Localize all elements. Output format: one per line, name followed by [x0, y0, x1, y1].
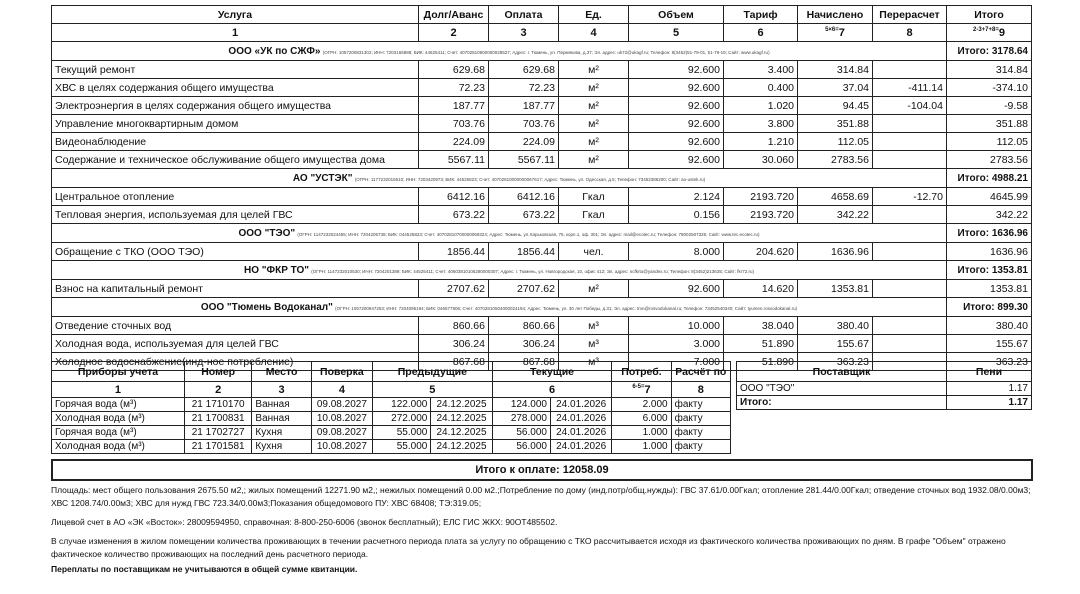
- cell-charged: 351.88: [798, 115, 873, 133]
- cell-recalc: [873, 133, 947, 151]
- service-row: [52, 280, 1032, 298]
- header-unit: Ед.: [559, 6, 629, 24]
- charges-table: [51, 5, 1032, 371]
- cell-unit: м²: [559, 115, 629, 133]
- cell-recalc: [873, 206, 947, 224]
- cell-total: 4645.99: [947, 188, 1032, 206]
- header-tariff: Тариф: [724, 6, 798, 24]
- service-row: [52, 61, 1032, 79]
- meter-row: [52, 440, 731, 454]
- penalties-header-row: [737, 362, 1032, 382]
- meter-calc: факту: [671, 412, 730, 426]
- meters-body: [52, 398, 731, 454]
- cell-paid: 72.23: [489, 79, 559, 97]
- penalties-total-value: 1.17: [947, 396, 1032, 410]
- meter-check: 10.08.2027: [311, 412, 372, 426]
- cell-total: -374.10: [947, 79, 1032, 97]
- penalties-total-label: Итого:: [737, 396, 947, 410]
- penalty-amount: 1.17: [947, 382, 1032, 396]
- meter-cur-val: 278.000: [492, 412, 550, 426]
- cell-charged: 314.84: [798, 61, 873, 79]
- cell-charged: 2783.56: [798, 151, 873, 169]
- meter-number: 21 1710170: [184, 398, 251, 412]
- header-service: Услуга: [52, 6, 419, 24]
- penalties-body: [737, 382, 1032, 396]
- cell-volume: 2.124: [629, 188, 724, 206]
- cell-service: Отведение сточных вод: [52, 317, 419, 335]
- meter-cur-date: 24.01.2026: [550, 426, 611, 440]
- cell-tariff: 38.040: [724, 317, 798, 335]
- cell-recalc: -411.14: [873, 79, 947, 97]
- cell-unit: м²: [559, 280, 629, 298]
- cell-recalc: [873, 61, 947, 79]
- cell-unit: м³: [559, 353, 629, 371]
- meter-cur-val: 124.000: [492, 398, 550, 412]
- cell-service: ХВС в целях содержания общего имущества: [52, 79, 419, 97]
- cell-tariff: 2193.720: [724, 188, 798, 206]
- cell-unit: Гкал: [559, 188, 629, 206]
- cell-unit: м²: [559, 97, 629, 115]
- cell-paid: 629.68: [489, 61, 559, 79]
- service-row: [52, 317, 1032, 335]
- formula-9: 2-3+7+8=: [973, 26, 999, 33]
- cell-tariff: 30.060: [724, 151, 798, 169]
- cell-debt: 860.66: [419, 317, 489, 335]
- cell-debt: 72.23: [419, 79, 489, 97]
- supplier-row: [52, 224, 1032, 243]
- cell-charged: 1353.81: [798, 280, 873, 298]
- meters-header-current: Текущие: [492, 362, 612, 382]
- supplier-row: [52, 298, 1032, 317]
- meter-check: 09.08.2027: [311, 426, 372, 440]
- meter-place: Кухня: [252, 440, 311, 454]
- cell-recalc: -12.70: [873, 188, 947, 206]
- meter-cur-date: 24.01.2026: [550, 398, 611, 412]
- cell-charged: 380.40: [798, 317, 873, 335]
- cell-tariff: 2193.720: [724, 206, 798, 224]
- supplier-total: Итого: 1636.96: [947, 224, 1032, 243]
- cell-charged: 342.22: [798, 206, 873, 224]
- meters-header-device: Приборы учета: [52, 362, 185, 382]
- col-num-4: 4: [559, 24, 629, 42]
- cell-paid: 5567.11: [489, 151, 559, 169]
- cell-charged: 94.45: [798, 97, 873, 115]
- supplier-info: [52, 298, 947, 317]
- col-num-7-value: 7: [838, 26, 845, 39]
- header-paid: Оплата: [489, 6, 559, 24]
- cell-total: 112.05: [947, 133, 1032, 151]
- cell-unit: м²: [559, 61, 629, 79]
- cell-volume: 0.156: [629, 206, 724, 224]
- cell-debt: 867.68: [419, 353, 489, 371]
- supplier-name: ООО "Тюмень Водоканал": [200, 301, 333, 313]
- cell-tariff: 0.400: [724, 79, 798, 97]
- meters-num-7: [612, 382, 671, 398]
- meters-header-consumption: Потреб.: [612, 362, 671, 382]
- cell-service: Управление многоквартирным домом: [52, 115, 419, 133]
- meter-prev-val: 272.000: [373, 412, 431, 426]
- cell-debt: 187.77: [419, 97, 489, 115]
- grand-total: Итого к оплате: 12058.09: [51, 459, 1033, 481]
- cell-total: 314.84: [947, 61, 1032, 79]
- header-charged: Начислено: [798, 6, 873, 24]
- cell-total: 155.67: [947, 335, 1032, 353]
- supplier-info: [52, 224, 947, 243]
- supplier-info: [52, 42, 947, 61]
- cell-total: 351.88: [947, 115, 1032, 133]
- meters-num-8: 8: [671, 382, 730, 398]
- note-overpay: Переплаты по поставщикам не учитываются в общей сумме квитанции.: [51, 564, 358, 574]
- cell-volume: 8.000: [629, 243, 724, 261]
- meter-cur-val: 56.000: [492, 426, 550, 440]
- meters-num-4: 4: [311, 382, 372, 398]
- meter-check: 09.08.2027: [311, 398, 372, 412]
- cell-recalc: [873, 243, 947, 261]
- cell-volume: 92.600: [629, 97, 724, 115]
- cell-paid: 1856.44: [489, 243, 559, 261]
- supplier-name: ООО «УК по СЖФ»: [228, 45, 321, 57]
- supplier-details: (ОГРН: 1057200831302; ИНН: 7203165888; БИК: 44525411; Счет: 40702810900000028527; Адрес: г. Тюмень, ул. Пермякова, д.37; Эл. адрес: uk72@ukagf.ru; Телефон: 8(3452)51-79-01, 51-79-19; Сайт: www.ukagf.ru): [322, 49, 770, 55]
- supplier-details: (ОГРН: 1147232024455; ИНН: 7204205739; БИК: 044525823; Счет: 40702810700000069324; Адрес: Тюмень, ул.Харьковская, 75, корп.1, оф. 301; Эл. адрес: mail@ecotec.ru; Телефон: 78002507326; Сайт: www.tec.ecotec.ru): [297, 231, 760, 237]
- col-num-7: [798, 24, 873, 42]
- meter-cons: 1.000: [612, 440, 671, 454]
- meter-prev-val: 55.000: [373, 440, 431, 454]
- header-volume: Объем: [629, 6, 724, 24]
- cell-unit: чел.: [559, 243, 629, 261]
- cell-unit: м³: [559, 335, 629, 353]
- penalties-header-amount: Пени: [947, 362, 1032, 382]
- meter-device: Горячая вода (м³): [52, 426, 185, 440]
- cell-unit: м³: [559, 317, 629, 335]
- cell-paid: 673.22: [489, 206, 559, 224]
- cell-volume: 92.600: [629, 151, 724, 169]
- meters-header-calc: Расчёт по: [671, 362, 730, 382]
- meters-header-number: Номер: [184, 362, 251, 382]
- column-number-row: [52, 24, 1032, 42]
- meter-number: 21 1702727: [184, 426, 251, 440]
- cell-recalc: [873, 335, 947, 353]
- cell-paid: 224.09: [489, 133, 559, 151]
- cell-volume: 92.600: [629, 61, 724, 79]
- supplier-total: Итого: 1353.81: [947, 261, 1032, 280]
- supplier-details: (ОГРН: 1057200947253; ИНН: 7204095194; БИК: 046577906; Счет: 40702810504000024194; Адрес: Тюмень, ул. 30 лет Победы, д.31; Эл. адрес: tmn@rosvodokanal.ru; Телефон: 73452540340; Сайт: tyumen.rosvodokanal.ru): [335, 305, 798, 311]
- note-account: Лицевой счет в АО «ЭК «Восток»: 28009594950, справочная: 8-800-250-6006 (звонок бесплатный); ЕЛС ГИС ЖКХ: 90ОТ485502.: [51, 517, 558, 527]
- meter-check: 10.08.2027: [311, 440, 372, 454]
- cell-service: Обращение с ТКО (ООО ТЭО): [52, 243, 419, 261]
- cell-paid: 867.68: [489, 353, 559, 371]
- meters-header-check: Поверка: [311, 362, 372, 382]
- cell-unit: м²: [559, 151, 629, 169]
- meter-calc: факту: [671, 426, 730, 440]
- meter-place: Кухня: [252, 426, 311, 440]
- col-num-3: 3: [489, 24, 559, 42]
- meter-calc: факту: [671, 440, 730, 454]
- cell-service: Тепловая энергия, используемая для целей ГВС: [52, 206, 419, 224]
- cell-service: Электроэнергия в целях содержания общего имущества: [52, 97, 419, 115]
- cell-charged: 37.04: [798, 79, 873, 97]
- service-row: [52, 151, 1032, 169]
- meter-prev-date: 24.12.2025: [431, 398, 492, 412]
- cell-tariff: 1.020: [724, 97, 798, 115]
- cell-service: Видеонаблюдение: [52, 133, 419, 151]
- meters-formula-7: 6-5=: [632, 383, 645, 390]
- meter-cons: 1.000: [612, 426, 671, 440]
- penalty-supplier: ООО "ТЭО": [737, 382, 947, 396]
- service-row: [52, 115, 1032, 133]
- header-recalc: Перерасчет: [873, 6, 947, 24]
- cell-debt: 703.76: [419, 115, 489, 133]
- meters-num-5: 5: [373, 382, 493, 398]
- cell-recalc: [873, 317, 947, 335]
- supplier-row: [52, 169, 1032, 188]
- cell-paid: 187.77: [489, 97, 559, 115]
- meter-prev-val: 122.000: [373, 398, 431, 412]
- cell-tariff: 51.890: [724, 353, 798, 371]
- cell-charged: 363.23: [798, 353, 873, 371]
- header-row: [52, 6, 1032, 24]
- meter-row: [52, 426, 731, 440]
- cell-volume: 92.600: [629, 79, 724, 97]
- cell-unit: м²: [559, 133, 629, 151]
- cell-paid: 703.76: [489, 115, 559, 133]
- header-debt: Долг/Аванс: [419, 6, 489, 24]
- cell-tariff: 204.620: [724, 243, 798, 261]
- penalties-table-wrap: [736, 361, 1031, 410]
- cell-service: Содержание и техническое обслуживание общего имущества дома: [52, 151, 419, 169]
- col-num-9-value: 9: [998, 26, 1005, 39]
- service-row: [52, 97, 1032, 115]
- cell-total: 363.23: [947, 353, 1032, 371]
- cell-charged: 112.05: [798, 133, 873, 151]
- meter-place: Ванная: [252, 412, 311, 426]
- meter-row: [52, 398, 731, 412]
- cell-paid: 6412.16: [489, 188, 559, 206]
- cell-tariff: 51.890: [724, 335, 798, 353]
- meter-cons: 6.000: [612, 412, 671, 426]
- cell-service: Текущий ремонт: [52, 61, 419, 79]
- meter-device: Горячая вода (м³): [52, 398, 185, 412]
- note-area: Площадь: мест общего пользования 2675.50 м2,; жилых помещений 12271.90 м2,; нежилых помещений 0.00 м2.;Потребление по дому (инд.потр/общ.нужды): ГВС 37.61/0.00Гкал; отопление 281.44/0.00Гкал; отведение сточных вод 1932.08/0.00м3; ХВС 1208.74/0.00м3; ХВС для нужд ГВС 723.34/0.00м3;Показания общедомового ПУ: ХВС 68408; ТЭ:319.05;: [51, 485, 1031, 508]
- meters-num-2: 2: [184, 382, 251, 398]
- cell-volume: 7.000: [629, 353, 724, 371]
- cell-volume: 92.600: [629, 280, 724, 298]
- cell-recalc: [873, 115, 947, 133]
- cell-tariff: 1.210: [724, 133, 798, 151]
- meter-calc: факту: [671, 398, 730, 412]
- cell-debt: 224.09: [419, 133, 489, 151]
- cell-total: 2783.56: [947, 151, 1032, 169]
- cell-debt: 5567.11: [419, 151, 489, 169]
- cell-recalc: -104.04: [873, 97, 947, 115]
- meter-prev-date: 24.12.2025: [431, 440, 492, 454]
- supplier-name: ООО "ТЭО": [238, 227, 296, 239]
- meter-device: Холодная вода (м³): [52, 440, 185, 454]
- cell-total: -9.58: [947, 97, 1032, 115]
- penalty-row: [737, 382, 1032, 396]
- meters-header-row: [52, 362, 731, 382]
- supplier-name: НО "ФКР ТО": [244, 264, 310, 276]
- service-row: [52, 79, 1032, 97]
- col-num-6: 6: [724, 24, 798, 42]
- cell-service: Холодная вода, используемая для целей ГВС: [52, 335, 419, 353]
- meter-number: 21 1700831: [184, 412, 251, 426]
- penalties-total-row: [737, 396, 1032, 410]
- cell-service: Взнос на капитальный ремонт: [52, 280, 419, 298]
- supplier-total: Итого: 899.30: [947, 298, 1032, 317]
- note-tko: В случае изменения в жилом помещении количества проживающих в течении расчетного периода плата за услугу по обращению с ТКО рассчитывается исходя из фактического количества проживающих по дням. В графе "Объем" отражено фактическое количество проживающих на последний день расчетного периода.: [51, 536, 1006, 559]
- meters-number-row: [52, 382, 731, 398]
- cell-tariff: 3.800: [724, 115, 798, 133]
- col-num-8: 8: [873, 24, 947, 42]
- cell-total: 1636.96: [947, 243, 1032, 261]
- cell-charged: 155.67: [798, 335, 873, 353]
- supplier-total: Итого: 3178.64: [947, 42, 1032, 61]
- meters-header-previous: Предыдущие: [373, 362, 493, 382]
- col-num-5: 5: [629, 24, 724, 42]
- service-row: [52, 335, 1032, 353]
- meters-num-3: 3: [252, 382, 311, 398]
- supplier-row: [52, 261, 1032, 280]
- cell-service: Центральное отопление: [52, 188, 419, 206]
- cell-volume: 3.000: [629, 335, 724, 353]
- meter-cur-date: 24.01.2026: [550, 440, 611, 454]
- cell-recalc: [873, 280, 947, 298]
- penalties-header-supplier: Поставщик: [737, 362, 947, 382]
- cell-debt: 673.22: [419, 206, 489, 224]
- charges-body: [52, 42, 1032, 371]
- notes: [51, 484, 1031, 582]
- meter-prev-date: 24.12.2025: [431, 412, 492, 426]
- meters-num-7-value: 7: [644, 383, 651, 396]
- meter-place: Ванная: [252, 398, 311, 412]
- cell-volume: 92.600: [629, 115, 724, 133]
- cell-total: 1353.81: [947, 280, 1032, 298]
- meters-num-6: 6: [492, 382, 612, 398]
- cell-debt: 2707.62: [419, 280, 489, 298]
- cell-debt: 6412.16: [419, 188, 489, 206]
- meters-table: [51, 361, 731, 454]
- col-num-1: 1: [52, 24, 419, 42]
- service-row: [52, 188, 1032, 206]
- cell-unit: м²: [559, 79, 629, 97]
- cell-tariff: 14.620: [724, 280, 798, 298]
- meter-device: Холодная вода (м³): [52, 412, 185, 426]
- cell-unit: Гкал: [559, 206, 629, 224]
- cell-debt: 629.68: [419, 61, 489, 79]
- supplier-info: [52, 261, 947, 280]
- col-num-9: [947, 24, 1032, 42]
- meter-cur-val: 56.000: [492, 440, 550, 454]
- cell-volume: 92.600: [629, 133, 724, 151]
- meters-table-wrap: [51, 361, 731, 454]
- cell-charged: 1636.96: [798, 243, 873, 261]
- cell-tariff: 3.400: [724, 61, 798, 79]
- header-total: Итого: [947, 6, 1032, 24]
- cell-service: Холодное водоснабжение(инд-ное потребление): [52, 353, 419, 371]
- supplier-details: (ОГРН: 1177232016510; ИНН: 7203420973; БИК: 44525823; Счет: 40702810000000067617; Адрес: Тюмень, ул. Одесская, д.5; Телефон: 73452386200; Сайт: ao-ustek.ru): [354, 176, 706, 182]
- cell-recalc: [873, 151, 947, 169]
- cell-debt: 306.24: [419, 335, 489, 353]
- meter-prev-val: 55.000: [373, 426, 431, 440]
- meters-num-1: 1: [52, 382, 185, 398]
- meter-prev-date: 24.12.2025: [431, 426, 492, 440]
- meter-cons: 2.000: [612, 398, 671, 412]
- cell-paid: 860.66: [489, 317, 559, 335]
- cell-debt: 1856.44: [419, 243, 489, 261]
- service-row: [52, 206, 1032, 224]
- meter-row: [52, 412, 731, 426]
- charges-table-wrap: [51, 5, 1031, 371]
- cell-total: 342.22: [947, 206, 1032, 224]
- meter-number: 21 1701581: [184, 440, 251, 454]
- penalties-table: [736, 361, 1032, 410]
- cell-volume: 10.000: [629, 317, 724, 335]
- supplier-total: Итого: 4988.21: [947, 169, 1032, 188]
- cell-paid: 2707.62: [489, 280, 559, 298]
- supplier-details: (ОГРН: 1147232010530; ИНН: 7204201389; БИК: 44525411; Счет: 40603810106280000307; Адрес: г. Тюмень, ул. Новгородская, 10, офис 412; Эл. адрес: ncfkrto@yandex.ru; Телефон: 8(3452)213635; Сайт: fkr72.ru): [311, 268, 754, 274]
- meter-cur-date: 24.01.2026: [550, 412, 611, 426]
- meters-header-place: Место: [252, 362, 311, 382]
- supplier-name: АО "УСТЭК": [292, 172, 353, 184]
- supplier-row: [52, 42, 1032, 61]
- formula-7: 5×6=: [825, 26, 839, 33]
- service-row: [52, 133, 1032, 151]
- cell-paid: 306.24: [489, 335, 559, 353]
- cell-charged: 4658.69: [798, 188, 873, 206]
- supplier-info: [52, 169, 947, 188]
- service-row: [52, 243, 1032, 261]
- cell-total: 380.40: [947, 317, 1032, 335]
- col-num-2: 2: [419, 24, 489, 42]
